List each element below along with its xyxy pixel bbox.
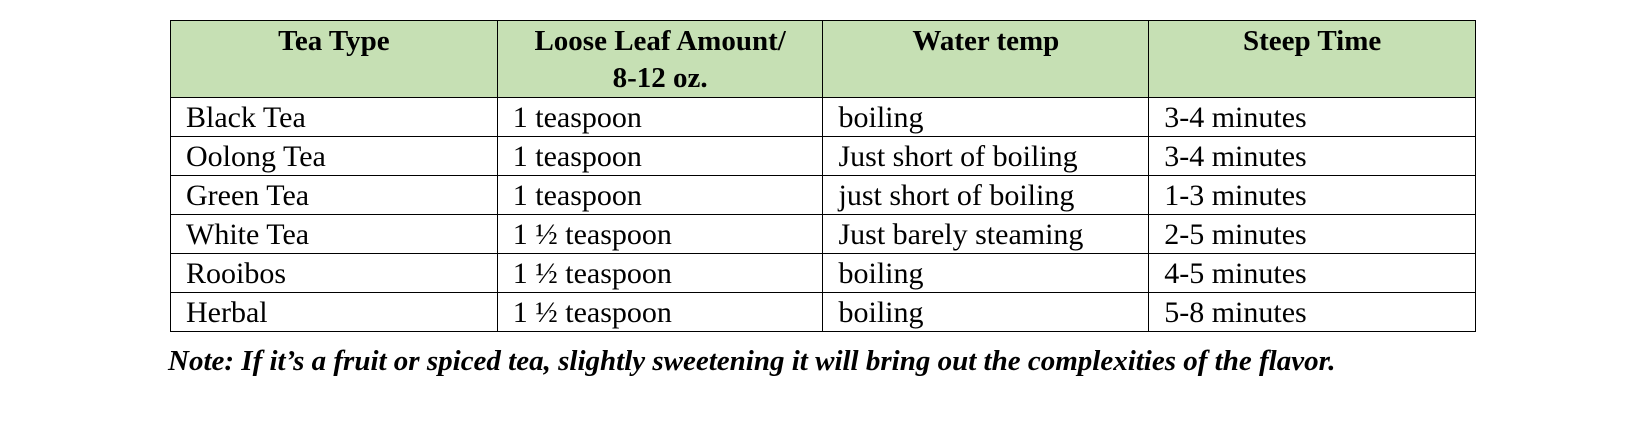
table-row bbox=[171, 176, 1476, 215]
cell-water-temp: boiling bbox=[823, 98, 1149, 137]
cell-leaf-amount: 1 teaspoon bbox=[497, 98, 823, 137]
table-row bbox=[171, 215, 1476, 254]
cell-steep-time: 5-8 minutes bbox=[1149, 293, 1476, 332]
cell-leaf-amount: 1 ½ teaspoon bbox=[497, 254, 823, 293]
cell-water-temp: Just barely steaming bbox=[823, 215, 1149, 254]
cell-steep-time: 4-5 minutes bbox=[1149, 254, 1476, 293]
cell-tea-type: Herbal bbox=[171, 293, 498, 332]
header-tea-type bbox=[171, 21, 498, 98]
cell-steep-time: 1-3 minutes bbox=[1149, 176, 1476, 215]
cell-tea-type: White Tea bbox=[171, 215, 498, 254]
header-loose-leaf-amount bbox=[497, 21, 823, 98]
cell-leaf-amount: 1 ½ teaspoon bbox=[497, 293, 823, 332]
header-steep-time bbox=[1149, 21, 1476, 98]
cell-tea-type: Rooibos bbox=[171, 254, 498, 293]
cell-steep-time: 3-4 minutes bbox=[1149, 137, 1476, 176]
table-row bbox=[171, 98, 1476, 137]
cell-steep-time: 2-5 minutes bbox=[1149, 215, 1476, 254]
header-loose-leaf-line2: 8-12 oz. bbox=[612, 62, 708, 94]
header-row bbox=[171, 21, 1476, 98]
header-loose-leaf-line1: Loose Leaf Amount/ bbox=[534, 25, 786, 57]
cell-water-temp: just short of boiling bbox=[823, 176, 1149, 215]
cell-tea-type: Oolong Tea bbox=[171, 137, 498, 176]
cell-leaf-amount: 1 ½ teaspoon bbox=[497, 215, 823, 254]
table-header bbox=[171, 21, 1476, 98]
table-row bbox=[171, 137, 1476, 176]
sweetening-note: Note: If it’s a fruit or spiced tea, slightly sweetening it will bring out the complexities of the flavor. bbox=[168, 345, 1336, 377]
header-water-temp bbox=[823, 21, 1149, 98]
cell-leaf-amount: 1 teaspoon bbox=[497, 137, 823, 176]
cell-water-temp: boiling bbox=[823, 254, 1149, 293]
table-row bbox=[171, 254, 1476, 293]
cell-tea-type: Green Tea bbox=[171, 176, 498, 215]
cell-leaf-amount: 1 teaspoon bbox=[497, 176, 823, 215]
table-row bbox=[171, 293, 1476, 332]
header-water-temp-text: Water temp bbox=[912, 25, 1060, 57]
header-tea-type-text: Tea Type bbox=[278, 25, 390, 57]
tea-steeping-table bbox=[170, 20, 1476, 332]
table-body bbox=[171, 98, 1476, 332]
cell-tea-type: Black Tea bbox=[171, 98, 498, 137]
cell-water-temp: boiling bbox=[823, 293, 1149, 332]
cell-water-temp: Just short of boiling bbox=[823, 137, 1149, 176]
header-steep-time-text: Steep Time bbox=[1242, 25, 1382, 57]
cell-steep-time: 3-4 minutes bbox=[1149, 98, 1476, 137]
